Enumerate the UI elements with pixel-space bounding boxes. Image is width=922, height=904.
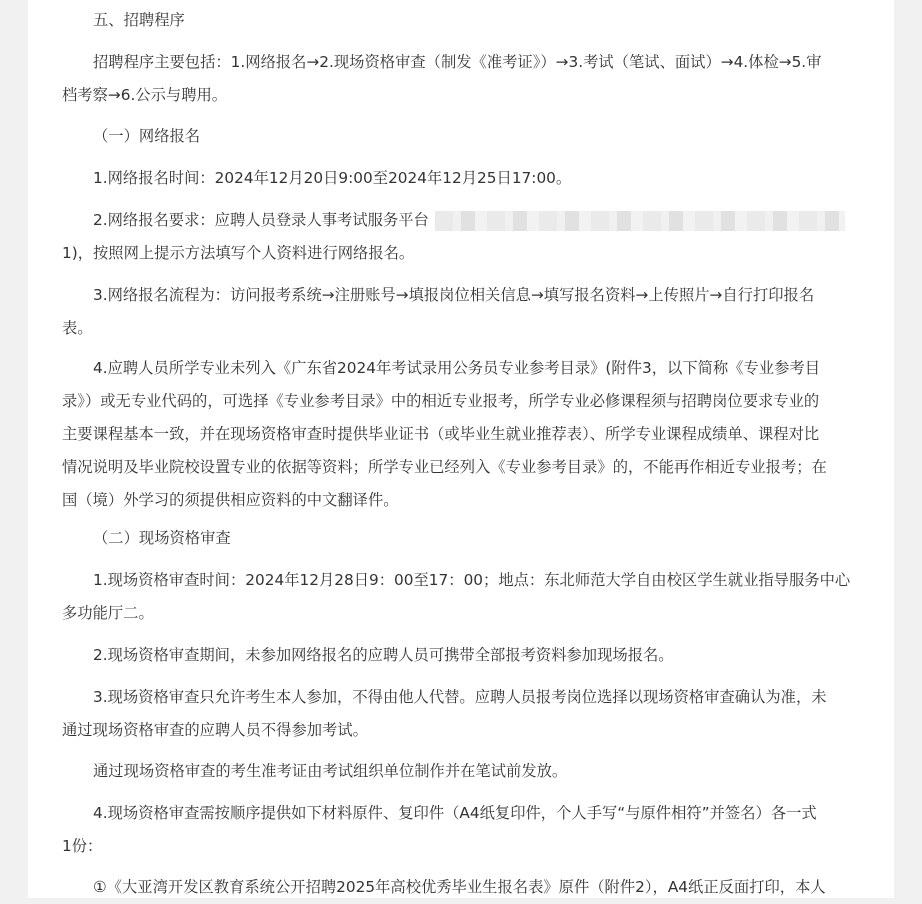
paragraph-major-catalog — [62, 352, 862, 517]
text-line: 4.应聘人员所学专业未列入《广东省2024年考试录用公务员专业参考目录》(附件3，以下简称《专业参考目 — [93, 359, 820, 377]
paragraph-material-item-1 — [62, 871, 862, 904]
text-line: 3.现场资格审查只允许考生本人参加，不得由他人代替。应聘人员报考岗位选择以现场资格审查确认为准，未 — [93, 688, 827, 706]
paragraph-admission-ticket — [62, 755, 862, 788]
document-page — [28, 0, 894, 898]
text-line: 通过现场资格审查的考生准考证由考试组织单位制作并在笔试前发放。 — [93, 762, 568, 780]
text-line: 3.网络报名流程为：访问报考系统→注册账号→填报岗位相关信息→填写报名资料→上传照片→自行打印报名 — [93, 286, 815, 304]
subsection-title-online — [62, 120, 862, 153]
text-line: 1)，按照网上提示方法填写个人资料进行网络报名。 — [62, 244, 415, 262]
paragraph-online-time — [62, 162, 862, 195]
text-line: 1.现场资格审查时间：2024年12月28日9：00至17：00；地点：东北师范大学自由校区学生就业指导服务中心 — [93, 571, 851, 589]
text-line: 2.网络报名要求：应聘人员登录人事考试服务平台 — [93, 211, 429, 229]
paragraph-online-requirement — [62, 204, 862, 270]
paragraph-online-process — [62, 279, 862, 345]
subsection-text: （二）现场资格审查 — [93, 529, 231, 547]
text-line: 档考察→6.公示与聘用。 — [62, 86, 228, 104]
paragraph-materials — [62, 797, 862, 863]
text-line: 招聘程序主要包括：1.网络报名→2.现场资格审查（制发《准考证》）→3.考试（笔试、面试）→4.体检→5.审 — [93, 53, 822, 71]
text-line: 通过现场资格审查的应聘人员不得参加考试。 — [62, 721, 368, 739]
text-line: 录》）或无专业代码的，可选择《专业参考目录》中的相近专业报考，所学专业必修课程须与招聘岗位要求专业的 — [62, 392, 820, 410]
section-heading — [62, 4, 862, 37]
subsection-title-onsite — [62, 522, 862, 555]
text-line: 多功能厅二。 — [62, 604, 154, 622]
paragraph-onsite-registration — [62, 639, 862, 672]
paragraph-onsite-time — [62, 564, 862, 630]
text-line: 4.现场资格审查需按顺序提供如下材料原件、复印件（A4纸复印件，个人手写“与原件相符”并签名）各一式 — [93, 804, 817, 822]
heading-text: 五、招聘程序 — [93, 11, 185, 29]
paragraph-overview — [62, 46, 862, 112]
paragraph-onsite-in-person — [62, 681, 862, 747]
text-line: 表。 — [62, 319, 93, 337]
subsection-text: （一）网络报名 — [93, 127, 201, 145]
text-line: 2.现场资格审查期间，未参加网络报名的应聘人员可携带全部报考资料参加现场报名。 — [93, 646, 674, 664]
text-line: 国（境）外学习的须提供相应资料的中文翻译件。 — [62, 491, 399, 509]
text-line: 1.网络报名时间：2024年12月20日9:00至2024年12月25日17:00。 — [93, 169, 572, 187]
redacted-link — [435, 211, 845, 231]
text-line: 情况说明及毕业院校设置专业的依据等资料；所学专业已经列入《专业参考目录》的，不能再作相近专业报考；在 — [62, 458, 827, 476]
text-line: ①《大亚湾开发区教育系统公开招聘2025年高校优秀毕业生报名表》原件（附件2），A4纸正反面打印，本人 — [93, 878, 826, 896]
text-line: 主要课程基本一致，并在现场资格审查时提供毕业证书（或毕业生就业推荐表）、所学专业课程成绩单、课程对比 — [62, 425, 820, 443]
text-line: 1份： — [62, 837, 103, 855]
